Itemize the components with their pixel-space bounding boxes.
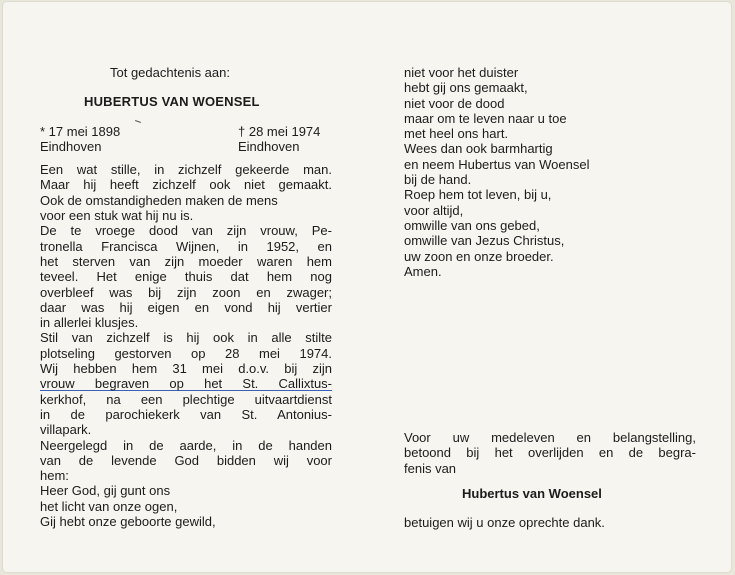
left-column xyxy=(40,65,332,529)
body-line: De te vroege dood van zijn vrouw, Pe- xyxy=(40,223,332,239)
body-line: voor een stuk wat hij nu is. xyxy=(40,208,194,224)
prayer-line: en neem Hubertus van Woensel xyxy=(404,156,590,172)
body-line: Wij hebben hem 31 mei d.o.v. bij zijn xyxy=(40,361,332,377)
body-line: Heer God, gij gunt ons xyxy=(40,483,171,499)
prayer-line: Amen. xyxy=(404,263,442,279)
thanks-line: Voor uw medeleven en belangstelling, xyxy=(404,430,696,445)
body-line: daar was hij eigen en vond hij vertier xyxy=(40,299,332,315)
birth-place: Eindhoven xyxy=(40,138,102,154)
body-line: in de parochiekerk van St. Antonius- xyxy=(40,406,332,422)
body-line: Maar hij heeft zichzelf ook niet gemaakt. xyxy=(40,177,332,193)
prayer-line: niet voor de dood xyxy=(404,95,505,111)
body-line: Gij hebt onze geboorte gewild, xyxy=(40,514,216,530)
biography-text xyxy=(40,162,332,529)
thanks-name: Hubertus van Woensel xyxy=(462,485,602,501)
death-block xyxy=(238,124,328,155)
body-line: Stil van zichzelf is hij ook in alle stilte xyxy=(40,330,332,346)
acknowledgement xyxy=(404,430,696,530)
thanks-line: fenis van xyxy=(404,460,457,476)
prayer-line: bij de hand. xyxy=(404,172,472,188)
right-column xyxy=(404,65,694,279)
card-heading: Tot gedachtenis aan: xyxy=(110,65,230,80)
prayer-text xyxy=(404,65,694,279)
body-line: plotseling gestorven op 28 mei 1974. xyxy=(40,345,332,361)
prayer-line: omwille van Jezus Christus, xyxy=(404,233,565,249)
prayer-line: met heel ons hart. xyxy=(404,126,509,142)
closing-line: betuigen wij u onze oprechte dank. xyxy=(404,515,605,531)
birth-date: * 17 mei 1898 xyxy=(40,123,121,139)
prayer-line: omwille van ons gebed, xyxy=(404,217,540,233)
body-line: Neergelegd in de aarde, in de handen xyxy=(40,437,332,453)
body-line: Een wat stille, in zichzelf gekeerde man. xyxy=(40,162,332,178)
body-line: het licht van onze ogen, xyxy=(40,498,178,514)
body-line: tronella Francisca Wijnen, in 1952, en xyxy=(40,238,332,254)
body-line: overbleef was bij zijn zoon en zwager; xyxy=(40,284,332,300)
death-place: Eindhoven xyxy=(238,138,300,154)
body-line: kerkhof, na een plechtige uitvaartdienst xyxy=(40,391,332,407)
body-line: in allerlei klusjes. xyxy=(40,315,139,331)
body-line: teveel. Het enige thuis dat hem nog xyxy=(40,269,332,285)
prayer-line: maar om te leven naar u toe xyxy=(404,110,567,126)
prayer-line: Wees dan ook barmhartig xyxy=(404,141,553,157)
prayer-line: Roep hem tot leven, bij u, xyxy=(404,187,552,203)
prayer-line: hebt gij ons gemaakt, xyxy=(404,80,528,96)
life-dates xyxy=(40,124,332,155)
body-line: vrouw begraven op het St. Callixtus- xyxy=(40,376,332,392)
prayer-line: uw zoon en onze broeder. xyxy=(404,248,554,264)
death-date: † 28 mei 1974 xyxy=(238,123,321,139)
body-line: het sterven van zijn moeder waren hem xyxy=(40,253,332,269)
body-line: hem: xyxy=(40,468,69,484)
prayer-line: niet voor het duister xyxy=(404,65,519,80)
body-line: van de levende God bidden wij voor xyxy=(40,452,332,468)
deceased-name: HUBERTUS VAN WOENSEL xyxy=(84,94,260,110)
thanks-line: betoond bij het overlijden en de begra- xyxy=(404,445,696,461)
prayer-line: voor altijd, xyxy=(404,202,464,218)
birth-block xyxy=(40,124,120,155)
body-line: villapark. xyxy=(40,422,92,438)
body-line: Ook de omstandigheden maken de mens xyxy=(40,192,278,208)
